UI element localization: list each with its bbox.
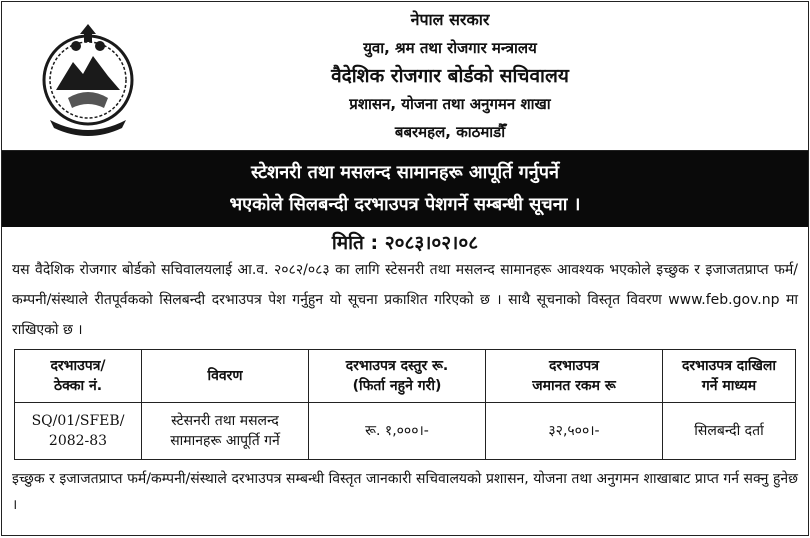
- col-header-description: विवरण: [142, 350, 309, 403]
- col-header-number: दरभाउपत्र/ ठेक्का नं.: [15, 350, 142, 403]
- notice-paragraph: यस वैदेशिक रोजगार बोर्डको सचिवालयलाई आ.व. २०८२/०८३ का लागि स्टेसनरी तथा मसलन्द सामानहरू आवश्यक भएकोले इच्छुक र इजाजतप्राप्त फर्म/कम्पनी/संस्थाले रीतपूर्वकको सिलबन्दी दरभाउपत्र पेश गर्नुहुन यो सूचना प्रकाशित गरिएको छ । साथै सूचनाको विस्तृत विवरण www.feb.gov.np मा राखिएको छ ।: [12, 262, 798, 338]
- nepal-emblem-icon: [38, 20, 138, 140]
- cell-description: स्टेसनरी तथा मसलन्द सामानहरू आपूर्ति गर्ने: [142, 403, 309, 460]
- address: बबरमहल, काठमाडौँ: [394, 123, 506, 141]
- notice-page: [1, 1, 809, 536]
- office-title: वैदेशिक रोजगार बोर्डको सचिवालय: [331, 65, 569, 87]
- notice-date: मिति : २०८३।०२।०८: [331, 232, 479, 254]
- table-row: [15, 403, 796, 460]
- col-header-submission: दरभाउपत्र दाखिला गर्ने माध्यम: [663, 350, 796, 403]
- banner-line-2: भएकोले सिलबन्दी दरभाउपत्र पेशगर्ने सम्बन्धी सूचना ।: [229, 194, 581, 215]
- tender-table: [14, 349, 796, 460]
- branch-title: प्रशासन, योजना तथा अनुगमन शाखा: [349, 95, 551, 113]
- banner-line-1: स्टेशनरी तथा मसलन्द सामानहरू आपूर्ति गर्नुपर्ने: [250, 162, 559, 183]
- col-header-fee: दरभाउपत्र दस्तुर रू. (फिर्ता नहुने गरी): [309, 350, 486, 403]
- cell-fee: रू. १,०००।-: [309, 403, 486, 460]
- gov-title: नेपाल सरकार: [410, 10, 490, 29]
- cell-number: SQ/01/SFEB/ 2082-83: [15, 403, 142, 460]
- cell-bid-security: ३२,५००।-: [486, 403, 663, 460]
- letterhead: [2, 2, 808, 151]
- ministry-title: युवा, श्रम तथा रोजगार मन्त्रालय: [363, 39, 537, 57]
- col-header-bid-security: दरभाउपत्र जमानत रकम रू: [486, 350, 663, 403]
- notice-footer: इच्छुक र इजाजतप्राप्त फर्म/कम्पनी/संस्थाले दरभाउपत्र सम्बन्धी विस्तृत जानकारी सचिवालयको प्रशासन, योजना तथा अनुगमन शाखाबाट प्राप्त गर्न सक्नु हुनेछ ।: [12, 471, 798, 513]
- notice-banner: [2, 151, 808, 227]
- cell-submission: सिलबन्दी दर्ता: [663, 403, 796, 460]
- table-header-row: [15, 350, 796, 403]
